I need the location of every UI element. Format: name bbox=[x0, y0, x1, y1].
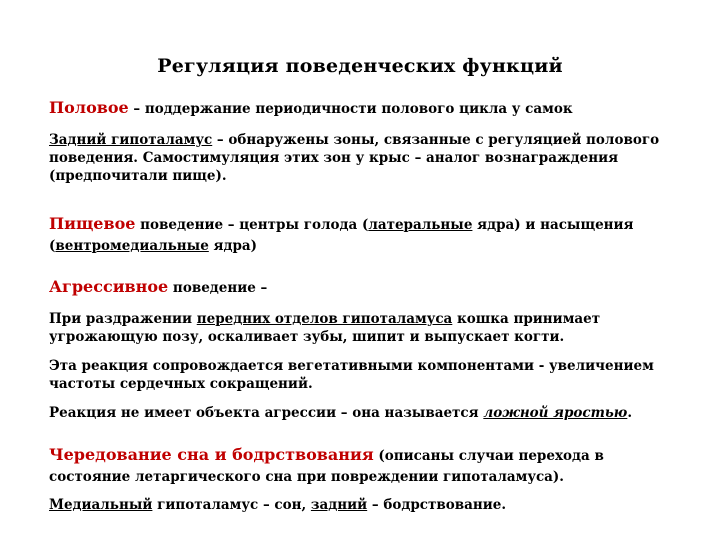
heading-sexual: Половое bbox=[49, 98, 129, 117]
paragraph-vegetative: Эта реакция сопровождается вегетативными компонентами - увеличением частоты сердечных сокращений. bbox=[49, 358, 654, 392]
term-posterior: задний bbox=[310, 497, 368, 513]
paragraph-medial: Медиальный гипоталамус – сон, задний – бодрствование. bbox=[49, 497, 507, 513]
term-anterior-hypothalamus: передних отделов гипоталамуса bbox=[196, 311, 453, 327]
paragraph-stimulation: При раздражении передних отделов гипоталамуса кошка принимает угрожающую позу, оскаливает зубы, шипит и выпускает когти. bbox=[49, 311, 601, 345]
heading-feeding: Пищевое bbox=[49, 214, 136, 233]
paragraph-sleep-wake: Чередование сна и бодрствования (описаны случаи перехода в состояние летаргического сна при повреждении гипоталамуса). bbox=[49, 445, 604, 485]
paragraph-false-rage: Реакция не имеет объекта агрессии – она называется ложной яростью. bbox=[49, 405, 633, 421]
term-ventromedial: вентромедиальные bbox=[55, 238, 209, 254]
page-title: Регуляция поведенческих функций bbox=[157, 55, 563, 77]
paragraph-sexual bbox=[49, 99, 689, 118]
heading-aggressive: Агрессивное bbox=[49, 277, 169, 296]
term-medial: Медиальный bbox=[49, 497, 153, 513]
text-aggressive: поведение – bbox=[168, 280, 268, 296]
paragraph-posterior-hypothalamus bbox=[49, 131, 689, 185]
paragraph-feeding: Пищевое поведение – центры голода (латеральные ядра) и насыщения (вентромедиальные ядра) bbox=[49, 214, 634, 254]
text-sexual: – поддержание периодичности полового цикла у самок bbox=[128, 101, 573, 117]
text-posterior-hypothalamus: – обнаружены зоны, связанные с регуляцией полового поведения. Самостимуляция этих зон у крыс – аналог вознаграждения (предпочитали пище). bbox=[49, 132, 660, 184]
term-lateral: латеральные bbox=[368, 217, 473, 233]
paragraph-aggressive bbox=[49, 278, 689, 297]
heading-sleep-wake: Чередование сна и бодрствования bbox=[49, 445, 374, 464]
term-posterior-hypothalamus: Задний гипоталамус bbox=[49, 132, 213, 148]
term-false-rage: ложной яростью bbox=[483, 405, 628, 421]
